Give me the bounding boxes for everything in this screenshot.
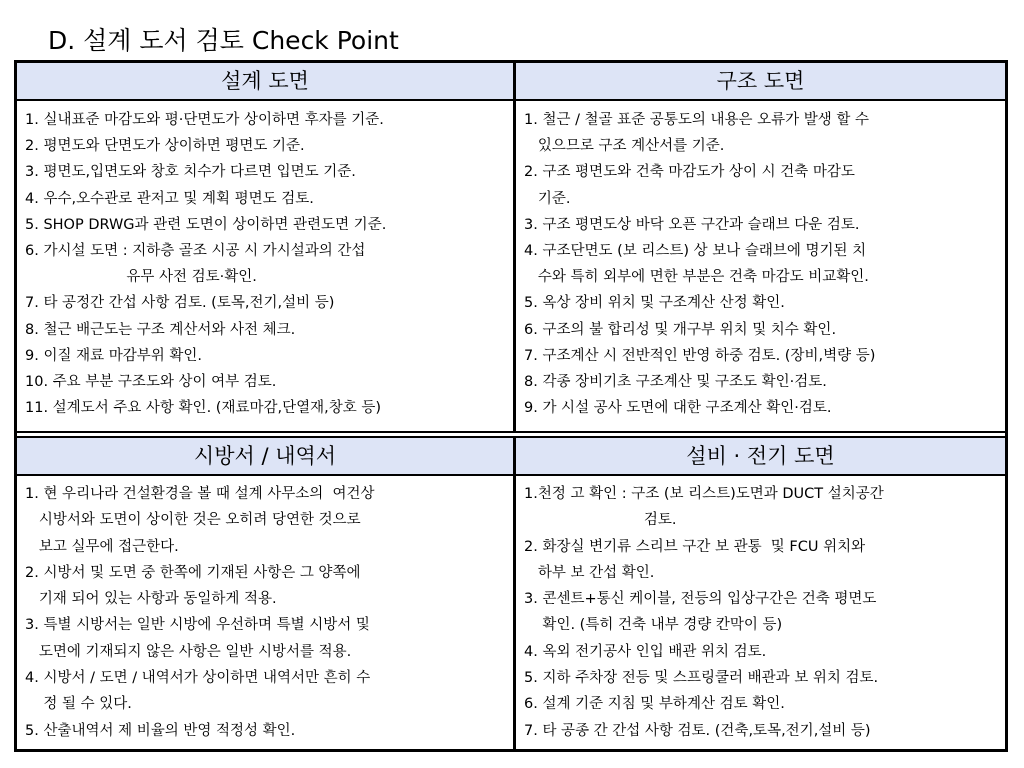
list-item: 7. 타 공정간 간섭 사항 검토. (토목,전기,설비 등) (25, 295, 335, 312)
list-item: 기재 되어 있는 사항과 동일하게 적용. (25, 591, 277, 608)
list-item: 기준. (524, 190, 571, 207)
list-item: 3. 구조 평면도상 바닥 오픈 구간과 슬래브 다운 검토. (524, 216, 860, 233)
list-item: 3. 평면도,입면도와 창호 치수가 다르면 입면도 기준. (25, 164, 356, 181)
structural-drawings-header: 구조 도면 (516, 63, 1005, 101)
design-drawings-header: 설계 도면 (17, 63, 513, 101)
list-item: 5. SHOP DRWG과 관련 도면이 상이하면 관련도면 기준. (25, 216, 387, 233)
design-drawings-list (17, 101, 513, 421)
structural-drawings-list (516, 101, 1005, 421)
list-item: 6. 설계 기준 지침 및 부하계산 검토 확인. (524, 696, 785, 713)
list-item: 9. 가 시설 공사 도면에 대한 구조계산 확인·검토. (524, 400, 832, 417)
list-item: 5. 산출내역서 제 비율의 반영 적정성 확인. (25, 722, 296, 739)
list-item: 정 될 수 있다. (25, 696, 132, 713)
list-item: 2. 화장실 변기류 스리브 구간 보 관통 및 FCU 위치와 (524, 538, 866, 555)
list-item: 2. 구조 평면도와 건축 마감도가 상이 시 건축 마감도 (524, 164, 855, 181)
list-item: 6. 구조의 불 합리성 및 개구부 위치 및 치수 확인. (524, 321, 837, 338)
list-item: 확인. (특히 건축 내부 경량 칸막이 등) (524, 617, 783, 634)
list-item: 8. 철근 배근도는 구조 계산서와 사전 체크. (25, 321, 296, 338)
list-item: 4. 옥외 전기공사 인입 배관 위치 검토. (524, 643, 767, 660)
list-item: 검토. (524, 512, 677, 529)
specifications-list (17, 476, 513, 744)
list-item: 4. 시방서 / 도면 / 내역서가 상이하면 내역서만 흔히 수 (25, 670, 371, 687)
mep-drawings-header: 설비 · 전기 도면 (516, 438, 1005, 476)
list-item: 유무 사전 검토·확인. (25, 269, 257, 286)
list-item: 5. 옥상 장비 위치 및 구조계산 산정 확인. (524, 295, 785, 312)
list-item: 11. 설계도서 주요 사항 확인. (재료마감,단열재,창호 등) (25, 400, 381, 417)
mep-drawings-list (516, 476, 1005, 744)
page-title: D. 설계 도서 검토 Check Point (48, 26, 399, 55)
list-item: 있으므로 구조 계산서를 기준. (524, 138, 725, 155)
list-item: 1. 실내표준 마감도와 평·단면도가 상이하면 후자를 기준. (25, 112, 384, 128)
list-item: 보고 실무에 접근한다. (25, 538, 179, 555)
row-divider (17, 431, 1005, 438)
list-item: 8. 각종 장비기초 구조계산 및 구조도 확인·검토. (524, 374, 827, 391)
list-item: 6. 가시설 도면 : 지하층 골조 시공 시 가시설과의 간섭 (25, 243, 366, 260)
design-drawings-cell (17, 63, 513, 431)
list-item: 시방서와 도면이 상이한 것은 오히려 당연한 것으로 (25, 512, 361, 529)
specifications-header: 시방서 / 내역서 (17, 438, 513, 476)
structural-drawings-cell (516, 63, 1005, 431)
list-item: 4. 구조단면도 (보 리스트) 상 보나 슬래브에 명기된 치 (524, 243, 867, 260)
list-item: 1. 철근 / 철골 표준 공통도의 내용은 오류가 발생 할 수 (524, 112, 869, 128)
list-item: 9. 이질 재료 마감부위 확인. (25, 347, 202, 364)
list-item: 4. 우수,오수관로 관저고 및 계획 평면도 검토. (25, 190, 314, 207)
specifications-cell (17, 438, 513, 749)
list-item: 1. 현 우리나라 건설환경을 볼 때 설계 사무소의 여건상 (25, 486, 375, 502)
list-item: 10. 주요 부분 구조도와 상이 여부 검토. (25, 374, 277, 391)
list-item: 5. 지하 주차장 전등 및 스프링쿨러 배관과 보 위치 검토. (524, 670, 879, 687)
list-item: 7. 타 공종 간 간섭 사항 검토. (건축,토목,전기,설비 등) (524, 722, 871, 739)
list-item: 수와 특히 외부에 면한 부분은 건축 마감도 비교확인. (524, 269, 869, 286)
list-item: 2. 평면도와 단면도가 상이하면 평면도 기준. (25, 138, 305, 155)
list-item: 3. 콘센트+통신 케이블, 전등의 입상구간은 건축 평면도 (524, 591, 877, 608)
list-item: 하부 보 간섭 확인. (524, 564, 655, 581)
check-point-table (14, 60, 1008, 752)
mep-drawings-cell (516, 438, 1005, 749)
list-item: 2. 시방서 및 도면 중 한쪽에 기재된 사항은 그 양쪽에 (25, 564, 361, 581)
list-item: 도면에 기재되지 않은 사항은 일반 시방서를 적용. (25, 643, 352, 660)
list-item: 7. 구조계산 시 전반적인 반영 하중 검토. (장비,벽량 등) (524, 347, 876, 364)
list-item: 3. 특별 시방서는 일반 시방에 우선하며 특별 시방서 및 (25, 617, 370, 634)
list-item: 1.천정 고 확인 : 구조 (보 리스트)도면과 DUCT 설치공간 (524, 486, 884, 502)
